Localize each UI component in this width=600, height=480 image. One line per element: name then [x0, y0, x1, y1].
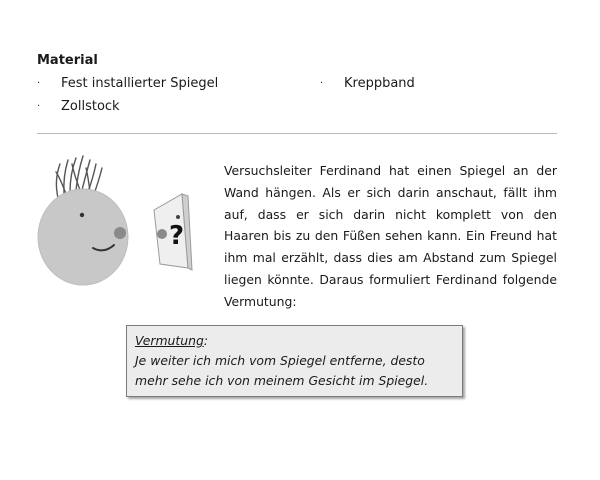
hypothesis-colon: :	[203, 333, 209, 348]
material-item	[37, 98, 120, 116]
head-icon	[38, 156, 128, 285]
material-item-label: Zollstock	[61, 99, 120, 114]
hypothesis-text: Je weiter ich mich vom Spiegel entferne, desto mehr sehe ich von meinem Gesicht im Spiegel.	[135, 353, 429, 388]
material-heading: Material	[37, 53, 98, 68]
material-item	[320, 75, 415, 93]
material-item-label: Kreppband	[344, 76, 415, 91]
material-item	[37, 75, 218, 93]
question-mark: ?	[169, 221, 185, 251]
hypothesis-box	[126, 325, 463, 397]
story-text: Versuchsleiter Ferdinand hat einen Spiegel an der Wand hängen. Als er sich darin anschaut, fällt ihm auf, dass er sich darin nicht komplett von den Haaren bis zu den Füßen sehen kann. Ein Freund hat ihm mal erzählt, dass dies am Abstand zum Spiegel liegen könnte. Daraus formuliert Ferdinand folgende Vermutung:	[224, 163, 557, 309]
mirror-icon	[154, 194, 192, 270]
bullet: ·	[37, 101, 41, 112]
bullet: ·	[320, 78, 324, 89]
hypothesis-heading	[135, 331, 454, 351]
material-item-label: Fest installierter Spiegel	[61, 76, 219, 91]
divider	[37, 133, 557, 134]
bullet: ·	[37, 78, 41, 89]
hypothesis-label: Vermutung	[135, 333, 204, 348]
illustration	[30, 150, 200, 290]
